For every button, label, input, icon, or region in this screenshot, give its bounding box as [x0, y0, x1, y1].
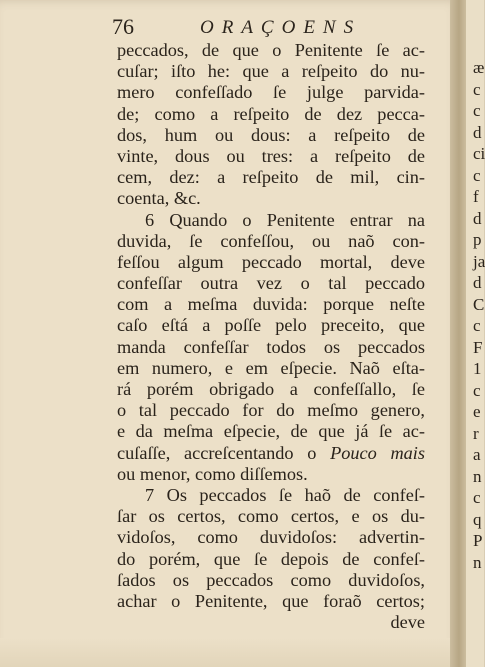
text-line: com a meſma duvida: porque neſte: [117, 294, 425, 315]
italic-phrase: Pouco mais: [330, 442, 425, 463]
facing-page-letter: c: [473, 380, 481, 400]
text-line: cuſar; iſto he: que a reſpeito do nu-: [117, 61, 425, 82]
text-line: caſo eſtá a poſſe pelo preceito, que: [117, 315, 425, 336]
facing-page-letter: d: [473, 273, 482, 292]
facing-page-letter: d: [473, 208, 482, 228]
facing-page-letter: f: [473, 187, 479, 206]
text-line: o tal peccado for do meſmo genero,: [117, 400, 425, 421]
facing-page-letter: n: [473, 552, 482, 572]
facing-page-letter: F: [473, 337, 483, 357]
page-bottom: [0, 638, 462, 667]
facing-page-edge: [466, 0, 484, 667]
text-line: duvida, ſe confeſſou, ou naõ con-: [117, 230, 425, 251]
facing-page-letter: c: [473, 101, 481, 120]
text-line: e da meſma eſpecie, de que já ſe ac-: [117, 421, 425, 442]
facing-page-letter: e: [473, 402, 481, 421]
text-line: confeſſar outra vez o tal peccado: [117, 273, 425, 294]
catchword: deve: [390, 612, 425, 633]
facing-page-letter: 1: [473, 359, 482, 378]
text-line: ſados os peccados como duvidoſos,: [117, 569, 425, 590]
facing-page-letter: q: [473, 509, 482, 529]
facing-page-letter: n: [473, 466, 482, 486]
text-line: vinte, dous ou tres: a reſpeito de: [117, 145, 425, 166]
facing-page-letter: a: [473, 445, 481, 464]
facing-page-letter: c: [473, 488, 481, 507]
facing-page-letter: æ: [473, 58, 485, 77]
text-line: cem, dez: a reſpeito de mil, cin-: [117, 167, 425, 188]
text-line: manda confeſſar todos os peccados: [117, 336, 425, 357]
text-line: achar o Penitente, que foraõ certos;: [117, 590, 425, 611]
text-line: peccados, de que o Penitente ſe ac-: [117, 40, 425, 60]
text-line: em numero, e em eſpecie. Naõ eſta-: [117, 357, 425, 378]
text-line: ou menor, como diſſemos.: [117, 463, 308, 484]
facing-page-letter: P: [473, 531, 483, 550]
facing-page-letter: ci: [473, 144, 485, 163]
facing-page-letter: c: [473, 316, 481, 335]
text-line: do porém, que ſe depois de confeſ-: [117, 548, 425, 569]
text-line: dos, hum ou dous: a reſpeito de: [117, 124, 425, 145]
facing-page-letter: r: [473, 423, 479, 443]
text-line: de; como a reſpeito de dez pecca-: [117, 103, 425, 124]
text-line: coenta, &c.: [117, 188, 201, 209]
page-number: 76: [112, 14, 134, 39]
text-line: mero confeſſado ſe julge parvida-: [117, 82, 425, 103]
facing-page-letter: d: [473, 122, 482, 142]
facing-page-letter: C: [473, 294, 485, 314]
facing-page-letter: c: [473, 79, 481, 99]
text-line-with-italic: [117, 443, 425, 464]
facing-page-letter: c: [473, 165, 481, 185]
paragraph-6-start: 6 Quando o Penitente entrar na: [145, 209, 425, 230]
facing-page-letter: ja: [473, 251, 485, 271]
facing-page-letter: p: [473, 230, 482, 249]
body-text: [117, 40, 425, 633]
text-line: vidoſos, como duvidoſos: advertin-: [117, 527, 425, 548]
running-title: ORAÇOENS: [200, 17, 362, 38]
text-segment: cuſaſſe, accreſcentando o: [117, 442, 331, 463]
paragraph-7-start: 7 Os peccados ſe haõ de confeſ-: [145, 484, 425, 505]
text-line: ſar os certos, como certos, e os du-: [117, 506, 425, 527]
page-header: [112, 14, 452, 42]
text-line: feſſou algum peccado mortal, deve: [117, 251, 425, 272]
text-line: rá porém obrigado a confeſſallo, ſe: [117, 379, 425, 399]
